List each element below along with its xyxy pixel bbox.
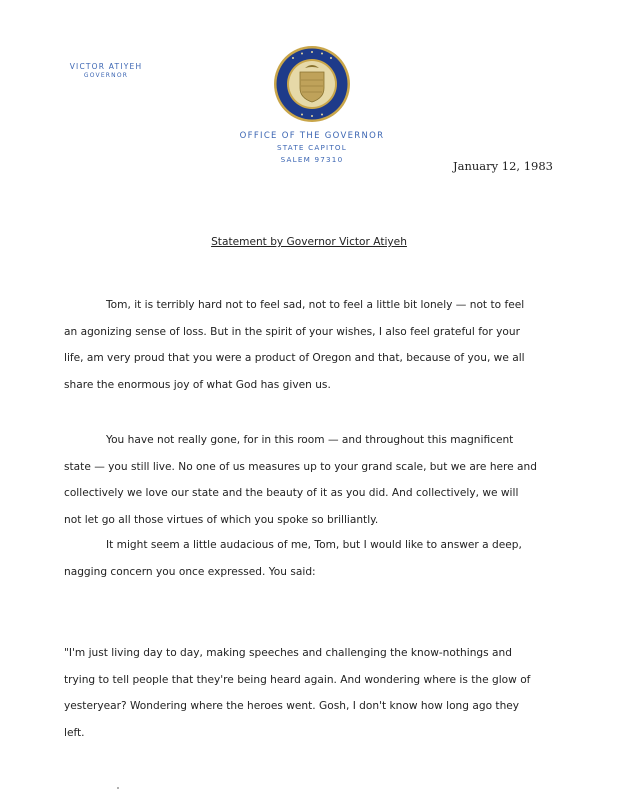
letterhead-sender: [56, 62, 156, 80]
paragraph-line: life, am very proud that you were a product of Oregon and that, because of you, we all: [64, 352, 525, 365]
statement-heading: Statement by Governor Victor Atiyeh: [211, 236, 407, 248]
paper-speck: [117, 787, 119, 789]
governor-title: GOVERNOR: [83, 72, 129, 79]
office-building: STATE CAPITOL: [276, 143, 347, 152]
paragraph-line: share the enormous joy of what God has given us.: [64, 378, 331, 391]
letter-date: January 12, 1983: [453, 159, 553, 173]
paragraph-line: collectively we love our state and the beauty of it as you did. And collectively, we will: [64, 487, 519, 500]
paragraph-line: state — you still live. No one of us measures up to your grand scale, but we are here and: [64, 460, 537, 473]
office-city: SALEM 97310: [280, 155, 344, 164]
paragraph-1: [64, 292, 564, 398]
state-seal-icon: [272, 44, 352, 124]
paragraph-line: not let go all those virtues of which you spoke so brilliantly.: [64, 513, 379, 526]
paragraph-line: You have not really gone, for in this room — and throughout this magnificent: [106, 434, 514, 446]
paragraph-line: trying to tell people that they're being heard again. And wondering where is the glow of: [64, 673, 531, 686]
paragraph-line: yesteryear? Wondering where the heroes went. Gosh, I don't know how long ago they: [64, 700, 520, 713]
paragraph-line: Tom, it is terribly hard not to feel sad, not to feel a little bit lonely — not to feel: [106, 299, 525, 311]
paragraph-line: nagging concern you once expressed. You said:: [64, 565, 316, 578]
paragraph-3: [64, 532, 564, 585]
paragraph-line: "I'm just living day to day, making speeches and challenging the know-nothings and: [64, 647, 512, 659]
office-title: OFFICE OF THE GOVERNOR: [239, 131, 385, 141]
governor-name: VICTOR ATIYEH: [69, 62, 143, 71]
paragraph-line: an agonizing sense of loss. But in the spirit of your wishes, I also feel grateful for your: [64, 325, 520, 338]
paragraph-line: It might seem a little audacious of me, Tom, but I would like to answer a deep,: [106, 539, 522, 551]
paragraph-2: [64, 427, 564, 533]
office-address: [232, 130, 392, 166]
paragraph-4-quote: [64, 640, 564, 746]
paragraph-line: left.: [64, 726, 85, 739]
